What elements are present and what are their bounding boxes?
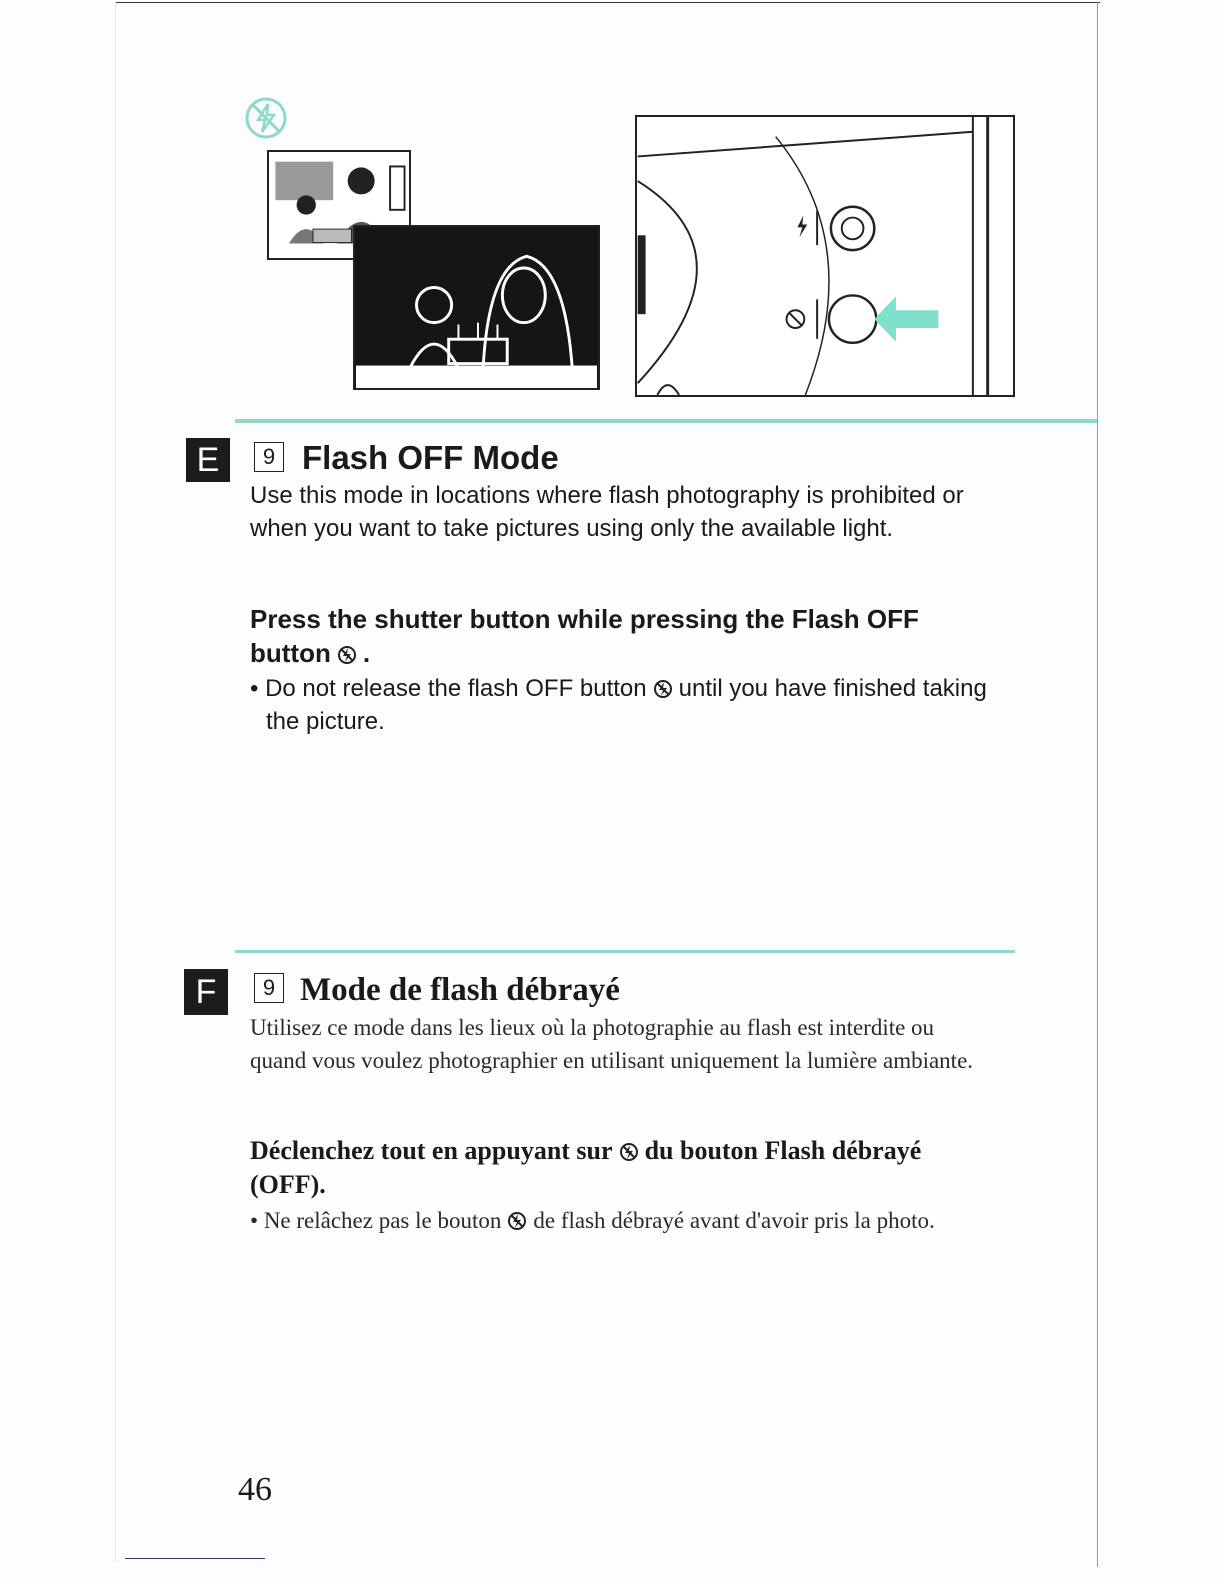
page-edge-bottom: [125, 1558, 265, 1559]
description-english: Use this mode in locations where flash photography is prohibited or when you want to take pictures using only the available light.: [250, 482, 964, 542]
page-edge-left: [115, 2, 116, 1562]
section-divider-english: [235, 419, 1097, 423]
page-edge-right: [1097, 2, 1098, 1567]
flash-off-icon: [507, 1211, 527, 1231]
flash-off-icon: [619, 1142, 639, 1162]
instruction-english: [250, 602, 990, 670]
instruction-text-end: .: [362, 638, 371, 668]
flash-off-icon: [337, 645, 357, 665]
section-title-french: Mode de flash débrayé: [300, 972, 620, 1008]
instruction-text: Press the shutter button while pressing the Flash OFF button: [250, 604, 919, 668]
description-french: Utilisez ce mode dans les lieux où la photographie au flash est interdite ou quand vous voulez photographier en utilisant uniquement la lumière ambiante.: [250, 1015, 974, 1073]
instruction-text: Déclenchez tout en appuyant sur: [250, 1136, 613, 1165]
section-divider-french: [235, 950, 1015, 953]
note-english: • Do not release the flash OFF button until you have finished taking the picture.: [250, 675, 987, 735]
flash-off-icon: [653, 679, 673, 699]
photo-flash-off-result: [353, 225, 600, 390]
section-number: 9: [254, 973, 284, 1003]
language-tab-english: E: [186, 438, 230, 482]
page-number: 46: [238, 1471, 272, 1508]
note-text-end: de flash débrayé avant d'avoir pris la photo.: [533, 1208, 935, 1233]
camera-button-diagram: [635, 115, 1015, 397]
flash-off-icon: [244, 96, 288, 140]
page-edge-top: [115, 2, 1100, 3]
note-text: Ne relâchez pas le bouton: [263, 1208, 502, 1233]
note-text-end: until you have finished taking the picture.: [266, 675, 987, 735]
section-title-english: Flash OFF Mode: [302, 439, 559, 476]
section-number: 9: [254, 442, 284, 472]
note-french: • Ne relâchez pas le bouton de flash débrayé avant d'avoir pris la photo.: [250, 1208, 935, 1233]
note-text: Do not release the flash OFF button: [265, 675, 647, 702]
instruction-french: [250, 1134, 990, 1202]
language-tab-french: F: [184, 969, 228, 1015]
instruction-text-end: du bouton Flash débrayé (OFF).: [250, 1136, 922, 1199]
